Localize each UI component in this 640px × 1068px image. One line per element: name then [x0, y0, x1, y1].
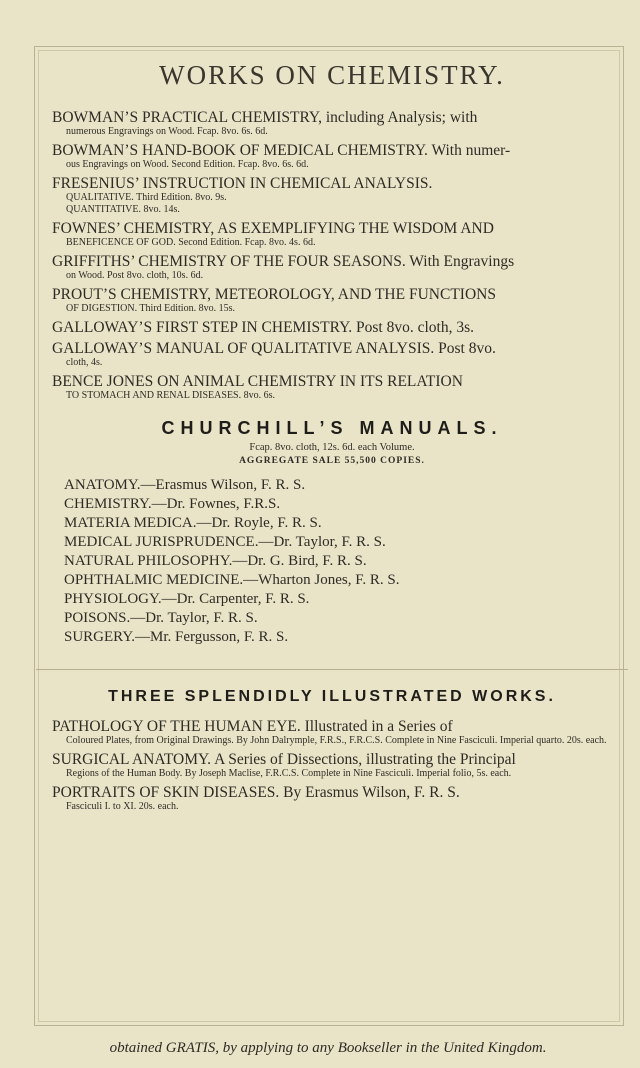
- entry-title: FRESENIUS’ INSTRUCTION IN CHEMICAL ANALYSIS.: [52, 175, 433, 192]
- manuals-sales: AGGREGATE SALE 55,500 COPIES.: [239, 456, 425, 466]
- manuals-subline: Fcap. 8vo. cloth, 12s. 6d. each Volume.: [249, 442, 415, 453]
- list-item: MEDICAL JURISPRUDENCE.—Dr. Taylor, F. R. S.: [64, 534, 386, 550]
- entry-title: GALLOWAY’S MANUAL OF QUALITATIVE ANALYSIS. Post 8vo.: [52, 340, 496, 357]
- entry-detail: QUANTITATIVE. 8vo. 14s.: [66, 204, 180, 215]
- list-item: [52, 784, 612, 813]
- entry-detail: QUALITATIVE. Third Edition. 8vo. 9s.: [66, 192, 227, 203]
- list-item: [52, 751, 612, 780]
- manuals-title: CHURCHILL’S MANUALS.: [161, 418, 503, 438]
- list-item: MATERIA MEDICA.—Dr. Royle, F. R. S.: [64, 515, 322, 531]
- footer-note: obtained GRATIS, by applying to any Bookseller in the United Kingdom.: [109, 1040, 547, 1056]
- manuals-section: [52, 418, 612, 647]
- list-item: [52, 253, 612, 282]
- entry-title: GRIFFITHS’ CHEMISTRY OF THE FOUR SEASONS. With Engravings: [52, 253, 515, 270]
- entry-title: BOWMAN’S HAND-BOOK OF MEDICAL CHEMISTRY. With numer-: [52, 142, 511, 159]
- entry-title: PROUT’S CHEMISTRY, METEOROLOGY, AND THE FUNCTIONS: [52, 286, 496, 303]
- entry-detail: Regions of the Human Body. By Joseph Maclise, F.R.C.S. Complete in Nine Fasciculi. Imperial folio, 5s. each.: [66, 768, 512, 779]
- entry-title: GALLOWAY’S FIRST STEP IN CHEMISTRY. Post 8vo. cloth, 3s.: [52, 319, 475, 336]
- entry-title: BENCE JONES ON ANIMAL CHEMISTRY IN ITS RELATION: [52, 373, 463, 390]
- entry-detail: cloth, 4s.: [66, 357, 103, 368]
- entry-title: PATHOLOGY OF THE HUMAN EYE. Illustrated in a Series of: [52, 718, 453, 735]
- entry-detail: Coloured Plates, from Original Drawings. By John Dalrymple, F.R.S., F.R.C.S. Complete in Nine Fasciculi. Imperial quarto. 20s. each.: [66, 735, 607, 746]
- list-item: [52, 718, 612, 747]
- page-title: WORKS ON CHEMISTRY.: [159, 60, 505, 90]
- entry-detail: ous Engravings on Wood. Second Edition. Fcap. 8vo. 6s. 6d.: [66, 159, 309, 170]
- entry-detail: numerous Engravings on Wood. Fcap. 8vo. 6s. 6d.: [66, 126, 268, 137]
- illustrated-title: THREE SPLENDIDLY ILLUSTRATED WORKS.: [108, 688, 556, 705]
- list-item: [52, 142, 612, 171]
- list-item: [52, 340, 612, 369]
- illustrated-list: [52, 718, 612, 813]
- section-divider: [36, 669, 628, 670]
- list-item: ANATOMY.—Erasmus Wilson, F. R. S.: [64, 477, 306, 493]
- entry-detail: BENEFICENCE OF GOD. Second Edition. Fcap. 8vo. 4s. 6d.: [66, 237, 316, 248]
- list-item: CHEMISTRY.—Dr. Fownes, F.R.S.: [64, 496, 281, 512]
- list-item: SURGERY.—Mr. Fergusson, F. R. S.: [64, 629, 289, 645]
- entry-detail: TO STOMACH AND RENAL DISEASES. 8vo. 6s.: [66, 390, 276, 401]
- list-item: [52, 373, 612, 402]
- list-item: PHYSIOLOGY.—Dr. Carpenter, F. R. S.: [64, 591, 310, 607]
- list-item: OPHTHALMIC MEDICINE.—Wharton Jones, F. R. S.: [64, 572, 400, 588]
- entry-detail: Fasciculi I. to XI. 20s. each.: [66, 801, 179, 812]
- list-item: [52, 175, 612, 216]
- entry-title: BOWMAN’S PRACTICAL CHEMISTRY, including Analysis; with: [52, 109, 478, 126]
- list-item: [52, 286, 612, 315]
- manuals-list: [64, 476, 612, 647]
- list-item: [52, 220, 612, 249]
- page-content: [52, 60, 612, 817]
- list-item: [52, 319, 612, 336]
- entry-detail: OF DIGESTION. Third Edition. 8vo. 15s.: [66, 303, 235, 314]
- entry-title: SURGICAL ANATOMY. A Series of Dissections, illustrating the Principal: [52, 751, 516, 768]
- entry-detail: on Wood. Post 8vo. cloth, 10s. 6d.: [66, 270, 204, 281]
- list-item: [52, 109, 612, 138]
- list-item: POISONS.—Dr. Taylor, F. R. S.: [64, 610, 258, 626]
- chemistry-list: [52, 109, 612, 402]
- entry-title: PORTRAITS OF SKIN DISEASES. By Erasmus Wilson, F. R. S.: [52, 784, 460, 801]
- illustrated-section: [52, 688, 612, 813]
- list-item: NATURAL PHILOSOPHY.—Dr. G. Bird, F. R. S.: [64, 553, 367, 569]
- entry-title: FOWNES’ CHEMISTRY, AS EXEMPLIFYING THE WISDOM AND: [52, 220, 494, 237]
